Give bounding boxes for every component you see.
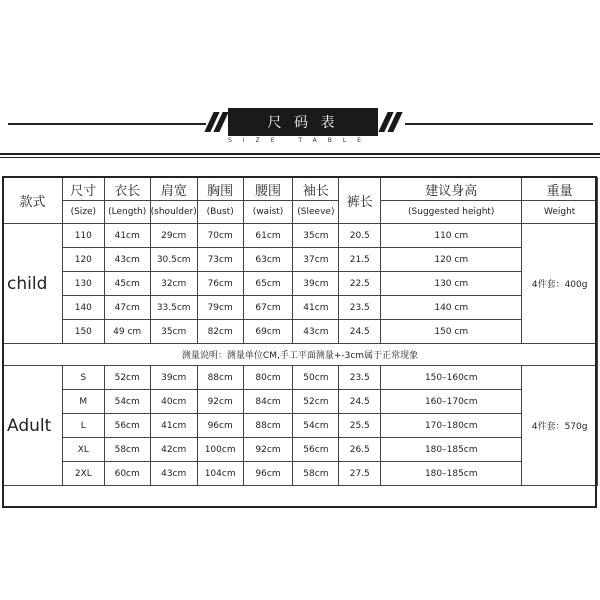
cell-length: 45cm bbox=[104, 272, 150, 296]
cell-pants: 23.5 bbox=[339, 366, 381, 390]
header-row-cn bbox=[3, 178, 598, 201]
cell-pants: 25.5 bbox=[339, 414, 381, 438]
cell-sleeve: 58cm bbox=[293, 462, 339, 486]
cell-waist: 65cm bbox=[243, 272, 293, 296]
cell-bust: 96cm bbox=[197, 414, 243, 438]
cell-pants: 26.5 bbox=[339, 438, 381, 462]
cell-pants: 21.5 bbox=[339, 248, 381, 272]
table-row bbox=[3, 366, 598, 390]
header-bust-en: (Bust) bbox=[197, 201, 243, 224]
size-table bbox=[2, 177, 598, 486]
header-shoulder: 肩宽 bbox=[150, 178, 197, 201]
cell-waist: 92cm bbox=[243, 438, 293, 462]
cell-bust: 92cm bbox=[197, 390, 243, 414]
cell-length: 41cm bbox=[104, 224, 150, 248]
header-weight-en: Weight bbox=[522, 201, 598, 224]
header-size: 尺寸 bbox=[62, 178, 104, 201]
measurement-note: 测量说明：测量单位CM,手工平面测量+-3cm属于正常现象 bbox=[3, 344, 598, 366]
cell-height: 180–185cm bbox=[381, 438, 522, 462]
cell-pants: 20.5 bbox=[339, 224, 381, 248]
table-row bbox=[3, 272, 598, 296]
cell-pants: 24.5 bbox=[339, 390, 381, 414]
header-row-en bbox=[3, 201, 598, 224]
cell-waist: 80cm bbox=[243, 366, 293, 390]
cell-length: 43cm bbox=[104, 248, 150, 272]
cell-waist: 88cm bbox=[243, 414, 293, 438]
cell-weight-child: 4件套：400g bbox=[522, 224, 598, 344]
cell-sleeve: 39cm bbox=[293, 272, 339, 296]
note-row bbox=[3, 344, 598, 366]
cell-sleeve: 35cm bbox=[293, 224, 339, 248]
cell-shoulder: 29cm bbox=[150, 224, 197, 248]
cell-waist: 61cm bbox=[243, 224, 293, 248]
cell-weight-adult: 4件套：570g bbox=[522, 366, 598, 486]
cell-sleeve: 41cm bbox=[293, 296, 339, 320]
cell-shoulder: 42cm bbox=[150, 438, 197, 462]
cell-height: 140 cm bbox=[381, 296, 522, 320]
cell-size: L bbox=[62, 414, 104, 438]
cell-height: 180–185cm bbox=[381, 462, 522, 486]
cell-waist: 96cm bbox=[243, 462, 293, 486]
cell-size: 150 bbox=[62, 320, 104, 344]
header-waist-en: (waist) bbox=[243, 201, 293, 224]
cell-bust: 70cm bbox=[197, 224, 243, 248]
cell-sleeve: 50cm bbox=[293, 366, 339, 390]
header-style: 款式 bbox=[3, 178, 63, 224]
cell-waist: 63cm bbox=[243, 248, 293, 272]
cell-length: 60cm bbox=[104, 462, 150, 486]
cell-bust: 100cm bbox=[197, 438, 243, 462]
cell-sleeve: 56cm bbox=[293, 438, 339, 462]
cell-bust: 82cm bbox=[197, 320, 243, 344]
cell-size: 120 bbox=[62, 248, 104, 272]
cell-height: 110 cm bbox=[381, 224, 522, 248]
cell-waist: 67cm bbox=[243, 296, 293, 320]
table-row bbox=[3, 462, 598, 486]
header-shoulder-en: (shoulder) bbox=[150, 201, 197, 224]
cell-size: M bbox=[62, 390, 104, 414]
cell-height: 170–180cm bbox=[381, 414, 522, 438]
cell-shoulder: 41cm bbox=[150, 414, 197, 438]
header-size-en: (Size) bbox=[62, 201, 104, 224]
cell-length: 54cm bbox=[104, 390, 150, 414]
cell-size: XL bbox=[62, 438, 104, 462]
cell-sleeve: 37cm bbox=[293, 248, 339, 272]
banner-title: 尺 码 表 bbox=[228, 108, 378, 136]
header-height: 建议身高 bbox=[381, 178, 522, 201]
cell-shoulder: 43cm bbox=[150, 462, 197, 486]
header-length-en: (Length) bbox=[104, 201, 150, 224]
header-pants: 裤长 bbox=[339, 178, 381, 224]
header-sleeve: 袖长 bbox=[293, 178, 339, 201]
cell-shoulder: 30.5cm bbox=[150, 248, 197, 272]
header-weight: 重量 bbox=[522, 178, 598, 201]
table-row bbox=[3, 320, 598, 344]
cell-shoulder: 33.5cm bbox=[150, 296, 197, 320]
cell-pants: 23.5 bbox=[339, 296, 381, 320]
cell-bust: 88cm bbox=[197, 366, 243, 390]
cell-height: 120 cm bbox=[381, 248, 522, 272]
table-row bbox=[3, 438, 598, 462]
header-waist: 腰围 bbox=[243, 178, 293, 201]
divider bbox=[0, 153, 600, 155]
cell-size: 2XL bbox=[62, 462, 104, 486]
cell-sleeve: 54cm bbox=[293, 414, 339, 438]
header-height-en: (Suggested height) bbox=[381, 201, 522, 224]
cell-size: 140 bbox=[62, 296, 104, 320]
cell-length: 56cm bbox=[104, 414, 150, 438]
cell-length: 49 cm bbox=[104, 320, 150, 344]
cell-size: S bbox=[62, 366, 104, 390]
banner-left-line bbox=[8, 123, 206, 125]
cell-waist: 69cm bbox=[243, 320, 293, 344]
cell-bust: 73cm bbox=[197, 248, 243, 272]
cell-shoulder: 40cm bbox=[150, 390, 197, 414]
cell-height: 160–170cm bbox=[381, 390, 522, 414]
cell-pants: 27.5 bbox=[339, 462, 381, 486]
group-label-adult: Adult bbox=[3, 366, 63, 486]
cell-pants: 24.5 bbox=[339, 320, 381, 344]
header-sleeve-en: (Sleeve) bbox=[293, 201, 339, 224]
cell-length: 47cm bbox=[104, 296, 150, 320]
banner-right-line bbox=[405, 123, 593, 125]
header-length: 衣长 bbox=[104, 178, 150, 201]
cell-length: 58cm bbox=[104, 438, 150, 462]
cell-size: 110 bbox=[62, 224, 104, 248]
cell-height: 130 cm bbox=[381, 272, 522, 296]
cell-sleeve: 43cm bbox=[293, 320, 339, 344]
table-row bbox=[3, 248, 598, 272]
cell-waist: 84cm bbox=[243, 390, 293, 414]
cell-bust: 79cm bbox=[197, 296, 243, 320]
cell-sleeve: 52cm bbox=[293, 390, 339, 414]
cell-height: 150–160cm bbox=[381, 366, 522, 390]
cell-bust: 104cm bbox=[197, 462, 243, 486]
cell-height: 150 cm bbox=[381, 320, 522, 344]
cell-bust: 76cm bbox=[197, 272, 243, 296]
cell-shoulder: 32cm bbox=[150, 272, 197, 296]
cell-shoulder: 39cm bbox=[150, 366, 197, 390]
banner-subtitle: SIZE TABLE bbox=[228, 137, 372, 144]
cell-length: 52cm bbox=[104, 366, 150, 390]
group-label-child: child bbox=[3, 224, 63, 344]
cell-shoulder: 35cm bbox=[150, 320, 197, 344]
divider bbox=[0, 157, 600, 158]
table-row bbox=[3, 224, 598, 248]
size-table-banner bbox=[0, 0, 600, 160]
table-row bbox=[3, 296, 598, 320]
cell-size: 130 bbox=[62, 272, 104, 296]
cell-pants: 22.5 bbox=[339, 272, 381, 296]
table-row bbox=[3, 414, 598, 438]
table-row bbox=[3, 390, 598, 414]
header-bust: 胸围 bbox=[197, 178, 243, 201]
